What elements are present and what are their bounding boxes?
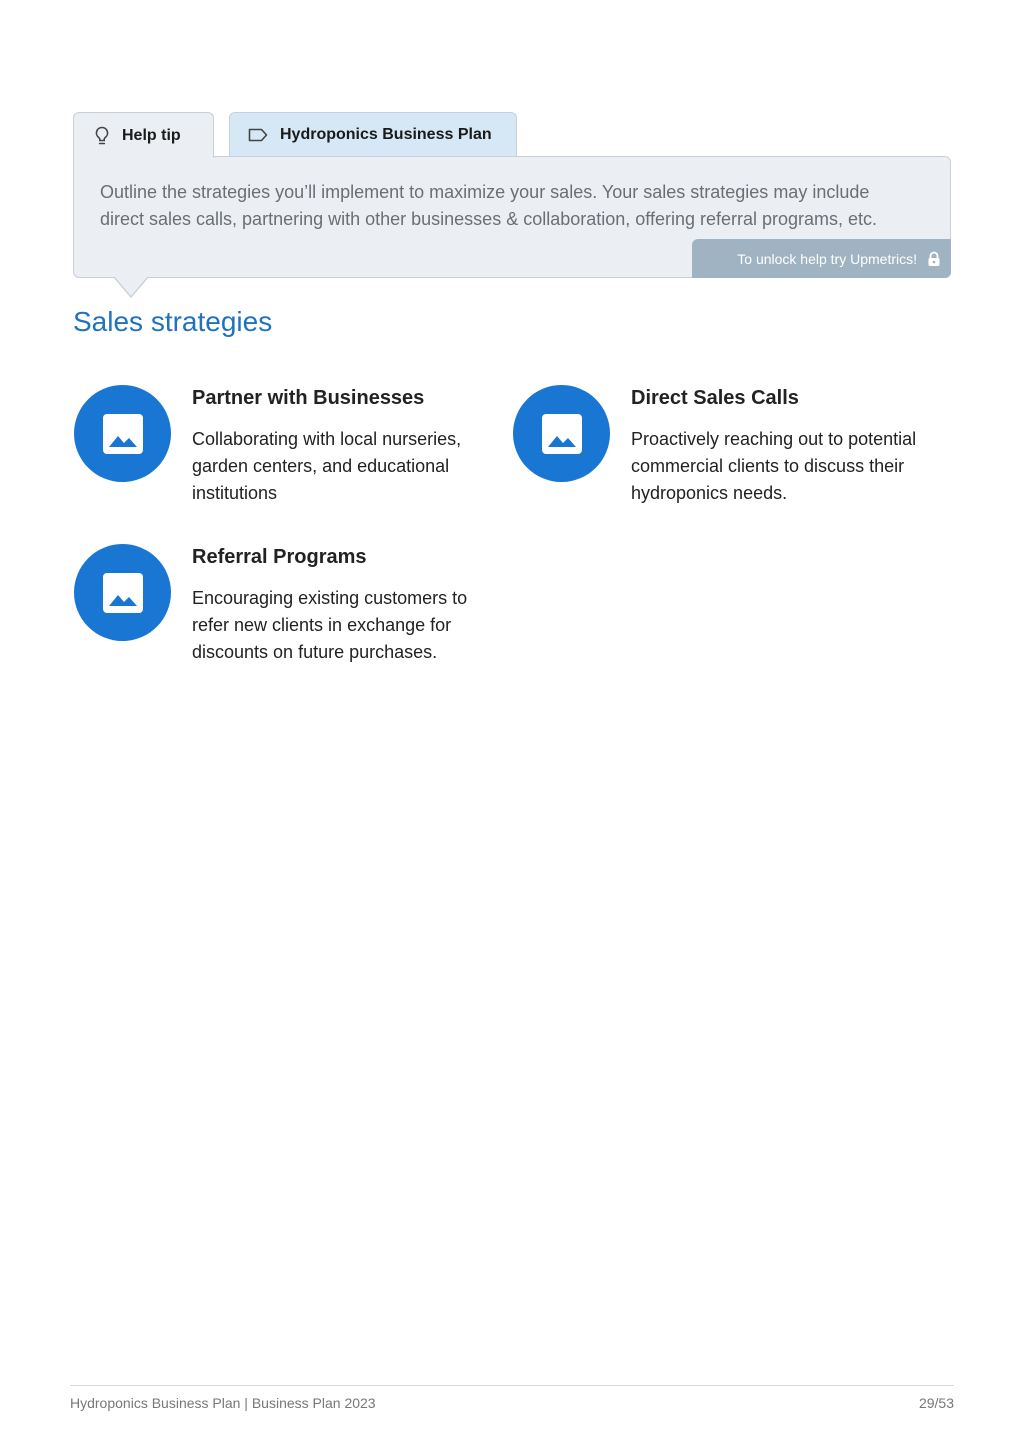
strategy-title: Referral Programs xyxy=(192,546,367,568)
strategy-description: Proactively reaching out to potential commercial clients to discuss their hydroponics needs. xyxy=(631,429,917,503)
strategy-title: Partner with Businesses xyxy=(192,387,425,409)
strategy-title: Direct Sales Calls xyxy=(631,387,799,409)
tab-business-plan[interactable] xyxy=(229,112,517,156)
footer-page-number: 29/53 xyxy=(918,1395,954,1411)
footer-divider xyxy=(70,1385,954,1386)
section-title: Sales strategies xyxy=(73,306,273,337)
footer-document-title: Hydroponics Business Plan | Business Plan 2023 xyxy=(70,1395,376,1411)
image-icon xyxy=(542,414,582,454)
lightbulb-icon xyxy=(94,126,110,146)
tab-help-tip-label: Help tip xyxy=(122,126,181,144)
strategy-item xyxy=(74,544,494,674)
strategy-item xyxy=(513,385,933,515)
unlock-help-label: To unlock help try Upmetrics! xyxy=(737,250,917,267)
tip-pointer xyxy=(114,276,148,296)
image-icon xyxy=(103,573,143,613)
tab-help-tip[interactable] xyxy=(73,112,214,158)
strategy-icon-circle xyxy=(74,385,171,482)
tab-business-plan-label: Hydroponics Business Plan xyxy=(280,125,492,143)
strategy-icon-circle xyxy=(74,544,171,641)
strategy-description: Encouraging existing customers to refer new clients in exchange for discounts on future purchases. xyxy=(192,588,468,662)
help-tip-text: Outline the strategies you’ll implement to maximize your sales. Your sales strategies may include direct sales calls, partnering with other businesses & collaboration, offering referral programs, etc. xyxy=(100,182,878,229)
image-icon xyxy=(103,414,143,454)
unlock-help-button[interactable] xyxy=(692,239,951,278)
lock-icon xyxy=(927,251,941,267)
strategy-icon-circle xyxy=(513,385,610,482)
help-tip-panel xyxy=(73,156,951,278)
strategy-description: Collaborating with local nurseries, garden centers, and educational institutions xyxy=(192,429,462,503)
tag-icon xyxy=(248,128,268,142)
strategy-item xyxy=(74,385,494,515)
